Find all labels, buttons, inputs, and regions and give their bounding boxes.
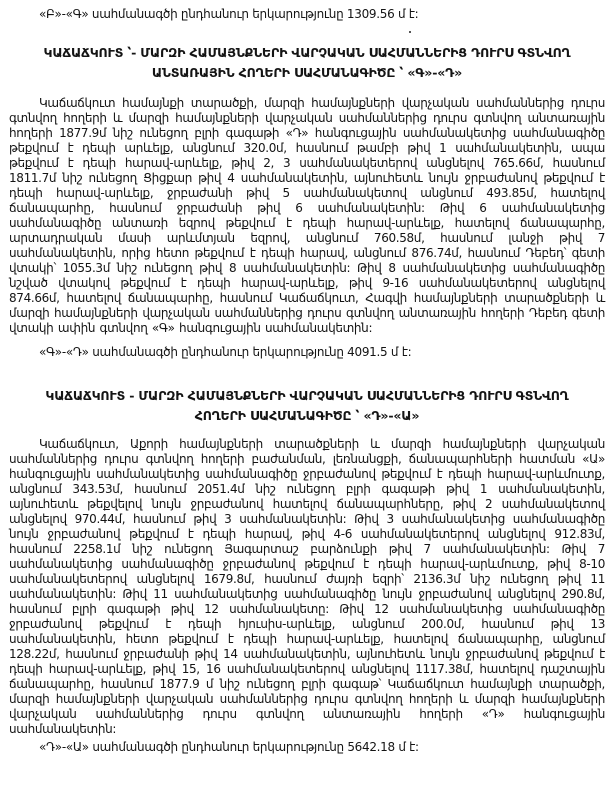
section-body-g-d: Կաճաճկուտ համայնքի տարածքի, մարզի համայնքների վարչական սահմաններից դուրս գտնվող հողերի և մարզի համայնքների վարչական սահմաններից դուրս գտնվող անտառային հողերի 1877.9մ նիշ ունեցող բլրի գագաթի «Դ» հանգուցային սահմանակետից սահմանագիծը թեքվում է դեպի արևելք, անցնում 320.0մ, հասնում թամբի թիվ 1 սահմանակետին, ապա թեքվում է դեպի հարավ-արևելք, թիվ 2, 3 սահմանակետերով անցնելով 765.66մ, հասնում 1811.7մ նիշ ունեցող Ցիցքար թիվ 4 սահմանակետին, այնուհետև նույն ջրբաժանով թեքվում է դեպի հարավ-արևելք, ջրբաժանի թիվ 5 սահմանակետով անցնում 493.85մ, հատելով ճանապարհը, հասնում ջրբաժանի թիվ 6 սահմանակետին: Թիվ 6 սահմանակետից սահմանագիծը անտառի եզրով թեքվում է դեպի հարավ-արևելք, հատելով ճանապարհը, արտադրական մասի արևմտյան եզրով, անցնում 760.58մ, հասնում լանջի թիվ 7 սահմանակետին, որից հետո թեքվում է դեպի հարավ, անցնում 876.74մ, հասնում Դեբեդ՝ գետի վտակի՝ 1055.3մ նիշ ունեցող թիվ 8 սահմանակետին: Թիվ 8 սահմանակետից սահմանագիծը նշված վտակով թեքվում է դեպի հարավ-արևելք, թիվ 9-16 սահմանակետերով անցնելով 874.66մ, հատելով ճանապարհը, հասնում Կաճաճկուտ, Հագվի համայնքների տարածքների և մարզի համայնքների վարչական սահմաններից դուրս գտնվող անտառային հողերի Դեբեդ գետի վտակի ափին գտնվող «Գ» հանգուցային սահմանակետին: xyxy=(9,96,605,335)
section-heading-g-d: ԿԱՃԱՃԿՈՒՏ ՝- ՄԱՐԶԻ ՀԱՄԱՅՆՔՆԵՐԻ ՎԱՐՉԱԿԱՆ ՍԱՀՄԱՆՆԵՐԻՑ ԴՈՒՐՍ ԳՏՆՎՈՂ ԱՆՏԱՌԱՅԻՆ ՀՈՂԵՐԻ ՍԱՀՄԱՆԱԳԻԾԸ ՝ «Գ»-«Դ» xyxy=(43,45,571,80)
section-heading-d-a: ԿԱՃԱՃԿՈՒՏ - ՄԱՐԶԻ ՀԱՄԱՅՆՔՆԵՐԻ ՎԱՐՉԱԿԱՆ ՍԱՀՄԱՆՆԵՐԻՑ ԴՈՒՐՍ ԳՏՆՎՈՂ ՀՈՂԵՐԻ ՍԱՀՄԱՆԱԳԻԾԸ ՝ «Դ»-«Ա» xyxy=(45,388,569,423)
section-body-d-a: Կաճաճկուտ, Աքորի համայնքների տարածքների և մարզի համայնքների վարչական սահմաններից դուրս գտնվող հողերի բաժանման, լեռնանցքի, ճանապարհների հատման «Ա» հանգուցային սահմանակետից սահմանագիծը ջրբաժանով թեքվում է դեպի հարավ-արևմուտք, անցնում 343.53մ, հասնում 2051.4մ նիշ ունեցող բլրի գագաթի թիվ 1 սահմանակետին, այնուհետև թեքվելով նույն ջրբաժանով հատելով ճանապարհները, թիվ 2 սահմանակետով անցնելով 970.44մ, հասնում թիվ 3 սահմանակետին: Թիվ 3 սահմանակետից սահմանագիծը նույն ջրբաժանով թեքվում է դեպի հարավ, թիվ 4-6 սահմանակետերով անցնելով 912.83մ, հասնում 2258.1մ նիշ ունեցող Յագարտաշ բարձունքի թիվ 7 սահմանակետին: Թիվ 7 սահմանակետից սահմանագիծը ջրբաժանով թեքվում է դեպի հարավ-արևմուտք, թիվ 8-10 սահմանակետերով անցնելով 1679.8մ, հասնում ժայռի եզրի՝ 2136.3մ նիշ ունեցող թիվ 11 սահմանակետին: Թիվ 11 սահմանակետից սահմանագիծը նույն ջրբաժանով անցնելով 290.8մ, հասնում բլրի գագաթի թիվ 12 սահմանակետը: Թիվ 12 սահմանակետից սահմանագիծը ջրբաժանով թեքվում է դեպի հյուսիս-արևելք, անցնում 200.0մ, հասնում թիվ 13 սահմանակետին, հետո թեքվում է դեպի հարավ-արևելք, հատելով ճանապարհը, անցնում 128.22մ, հասնում ջրբաժանի թիվ 14 սահմանակետին, այնուհետև նույն ջրբաժանով թեքվում է դեպի հարավ-արևելք, թիվ 15, 16 սահմանակետերով անցնելով 1117.38մ, հատելով դաշտային ճանապարհը, հասնում 1877.9 մ նիշ ունեցող բլրի գագաթ՝ Կաճաճկուտ համայնքի տարածքի, մարզի համայնքների վարչական սահմաններից դուրս գտնվող հողերի և մարզի համայնքների վարչական սահմաններից դուրս գտնվող անտառային հողերի «Դ» հանգուցային սահմանակետին: xyxy=(9,437,605,736)
boundary-length-line-g-d: «Գ»-«Դ» սահմանագծի ընդհանուր երկարությունը 4091.5 մ է: xyxy=(39,345,412,359)
boundary-length-line-d-a: «Դ»-«Ա» սահմանագծի ընդհանուր երկարությունը 5642.18 մ է: xyxy=(39,740,419,754)
scan-noise-dot xyxy=(409,31,411,33)
boundary-length-line-b-g: «Բ»-«Գ» սահմանագծի ընդհանուր երկարությունը 1309.56 մ է: xyxy=(39,7,419,21)
